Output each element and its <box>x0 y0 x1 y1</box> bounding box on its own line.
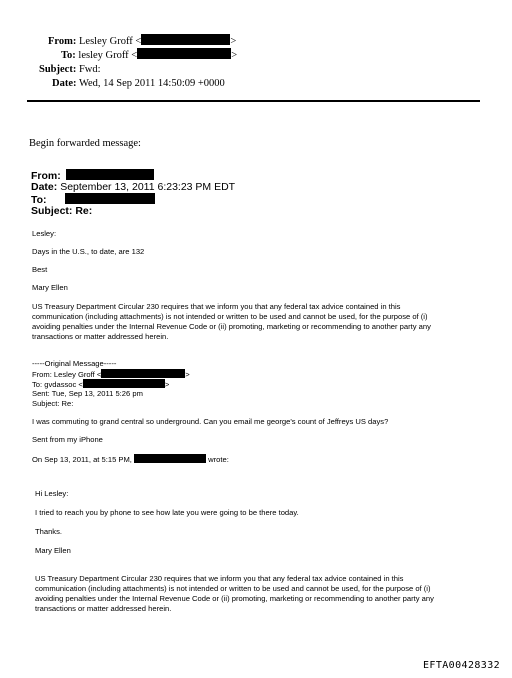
outer-from-label: From: <box>48 36 77 47</box>
outer-from-row <box>48 34 236 49</box>
forward-intro: Begin forwarded message: <box>29 138 141 149</box>
fwd-date-row <box>31 181 235 193</box>
fwd-subject-label: Subject: <box>31 205 73 217</box>
header-divider <box>27 100 480 102</box>
outer-date-label: Date: <box>52 78 77 89</box>
outer-to-close: > <box>231 50 238 61</box>
orig-subject: Subject: Re: <box>32 399 74 408</box>
outer-from-value: Lesley Groff < <box>79 36 142 47</box>
fwd-date-label: Date: <box>31 181 58 193</box>
greeting: Lesley: <box>32 229 57 238</box>
signature: Mary Ellen <box>32 283 68 292</box>
fwd-from-label: From: <box>31 170 61 182</box>
quoted-signature: Mary Ellen <box>35 546 71 555</box>
redaction-box <box>83 379 165 388</box>
wrote-text: wrote: <box>208 455 229 464</box>
quoted-thanks: Thanks. <box>35 527 63 536</box>
original-message-marker: -----Original Message----- <box>32 359 117 368</box>
fwd-subject-row <box>31 205 92 217</box>
quoted-line: I tried to reach you by phone to see how late you were going to be there today. <box>35 508 299 517</box>
on-prefix: On Sep 13, 2011, at 5:15 PM, <box>32 455 132 464</box>
orig-from: From: Lesley Groff < <box>32 370 102 379</box>
fwd-to-label: To: <box>31 194 47 206</box>
outer-date-value: Wed, 14 Sep 2011 14:50:09 +0000 <box>78 78 225 89</box>
outer-to-value: lesley Groff < <box>78 50 138 61</box>
days-line: Days in the U.S., to date, are 132 <box>32 247 145 256</box>
orig-body-line: I was commuting to grand central so underground. Can you email me george's count of Jeffreys US days? <box>32 417 389 426</box>
outer-to-row <box>61 48 237 63</box>
orig-sent: Sent: Tue, Sep 13, 2011 5:26 pm <box>32 389 143 398</box>
orig-from-close: > <box>185 370 190 379</box>
fwd-subject-value: Re: <box>75 205 93 217</box>
orig-to: To: gvdassoc < <box>32 380 83 389</box>
redaction-box <box>141 34 230 45</box>
quoted-disclaimer-line: communication (including attachments) is not intended or written to be used and cannot be used, for the purpose of (i) <box>35 584 431 593</box>
closing: Best <box>32 265 48 274</box>
quoted-disclaimer-line: US Treasury Department Circular 230 requires that we inform you that any federal tax advice contained in this <box>35 574 404 583</box>
outer-to-label: To: <box>61 50 76 61</box>
quoted-disclaimer-line: transactions or matter addressed herein. <box>35 604 172 613</box>
redaction-box <box>66 169 154 180</box>
orig-to-close: > <box>164 380 170 389</box>
outer-subject-label: Subject: <box>39 64 77 75</box>
quoted-disclaimer-line: avoiding penalties under the Internal Revenue Code or (ii) promoting, marketing or recommending to another party any <box>35 594 434 603</box>
disclaimer-line: transactions or matter addressed herein. <box>32 332 169 341</box>
document-id: EFTA00428332 <box>423 660 501 671</box>
outer-from-close: > <box>230 36 237 47</box>
quoted-greeting: Hi Lesley: <box>35 489 69 498</box>
sent-from-line: Sent from my iPhone <box>32 435 103 444</box>
outer-date-row <box>52 76 225 91</box>
disclaimer-line: US Treasury Department Circular 230 requires that we inform you that any federal tax advice contained in this <box>32 302 401 311</box>
redaction-box <box>65 193 155 204</box>
disclaimer-line: communication (including attachments) is not intended or written to be used and cannot be used, for the purpose of (i) <box>32 312 428 321</box>
disclaimer-line: avoiding penalties under the Internal Revenue Code or (ii) promoting, marketing or recommending to another party any <box>32 322 431 331</box>
fwd-date-value: September 13, 2011 6:23:23 PM EDT <box>60 181 236 193</box>
redaction-box <box>101 369 185 378</box>
redaction-box <box>134 454 206 463</box>
redaction-box <box>137 48 231 59</box>
outer-subject-row <box>39 62 101 77</box>
outer-subject-value: Fwd: <box>78 64 101 75</box>
on-wrote-line <box>32 454 229 465</box>
